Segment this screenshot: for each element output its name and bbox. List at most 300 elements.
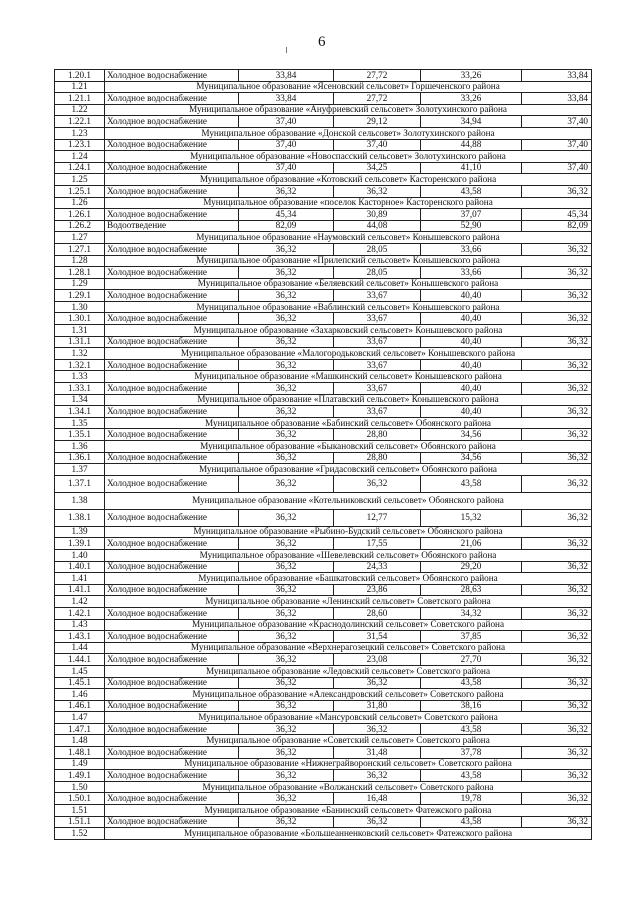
tariff-value: 36,32 bbox=[522, 816, 592, 828]
tariff-value: 17,55 bbox=[334, 538, 421, 550]
tariff-value: 15,32 bbox=[421, 509, 522, 526]
tariff-value: 37,07 bbox=[421, 209, 522, 221]
row-code: 1.48 bbox=[55, 735, 105, 747]
tariff-value: 33,26 bbox=[421, 93, 522, 105]
service-name: Холодное водоснабжение bbox=[105, 209, 239, 221]
row-code: 1.51 bbox=[55, 805, 105, 817]
service-name: Холодное водоснабжение bbox=[105, 406, 239, 418]
row-code: 1.31 bbox=[55, 325, 105, 337]
section-row bbox=[55, 348, 592, 360]
tariff-value: 33,84 bbox=[239, 70, 334, 82]
row-code: 1.37.1 bbox=[55, 475, 105, 492]
row-code: 1.21 bbox=[55, 81, 105, 93]
table-row bbox=[55, 243, 592, 255]
tariff-value: 37,40 bbox=[239, 162, 334, 174]
service-name: Холодное водоснабжение bbox=[105, 509, 239, 526]
municipality-title: Муниципальное образование «Мансуровский сельсовет» Советского района bbox=[105, 712, 592, 724]
tariff-value: 28,80 bbox=[334, 452, 421, 464]
tariff-value: 36,32 bbox=[239, 747, 334, 759]
row-code: 1.49.1 bbox=[55, 770, 105, 782]
service-name: Холодное водоснабжение bbox=[105, 793, 239, 805]
service-name: Холодное водоснабжение bbox=[105, 162, 239, 174]
tariff-value: 33,67 bbox=[334, 406, 421, 418]
tariff-value: 12,77 bbox=[334, 509, 421, 526]
municipality-title: Муниципальное образование «Гридасовский сельсовет» Обоянского района bbox=[105, 464, 592, 476]
section-row bbox=[55, 735, 592, 747]
service-name: Водоотведение bbox=[105, 220, 239, 232]
tariff-value: 36,32 bbox=[522, 723, 592, 735]
tariff-value: 34,56 bbox=[421, 452, 522, 464]
section-row bbox=[55, 642, 592, 654]
row-code: 1.29.1 bbox=[55, 290, 105, 302]
section-row bbox=[55, 174, 592, 186]
section-row bbox=[55, 712, 592, 724]
tariff-value: 36,32 bbox=[334, 677, 421, 689]
section-row bbox=[55, 301, 592, 313]
section-row bbox=[55, 619, 592, 631]
tariff-value: 37,40 bbox=[522, 139, 592, 151]
row-code: 1.45 bbox=[55, 665, 105, 677]
section-row bbox=[55, 828, 592, 840]
tariff-value: 36,32 bbox=[522, 538, 592, 550]
tariff-value: 36,32 bbox=[522, 561, 592, 573]
service-name: Холодное водоснабжение bbox=[105, 139, 239, 151]
tariff-value: 36,32 bbox=[239, 406, 334, 418]
service-name: Холодное водоснабжение bbox=[105, 677, 239, 689]
row-code: 1.42.1 bbox=[55, 607, 105, 619]
tariff-value: 33,26 bbox=[421, 70, 522, 82]
tariff-value: 33,67 bbox=[334, 336, 421, 348]
tariff-value: 36,32 bbox=[334, 723, 421, 735]
row-code: 1.24 bbox=[55, 151, 105, 163]
service-name: Холодное водоснабжение bbox=[105, 429, 239, 441]
tariff-value: 36,32 bbox=[522, 185, 592, 197]
tariff-value: 36,32 bbox=[239, 383, 334, 395]
table-row bbox=[55, 185, 592, 197]
tariff-value: 29,12 bbox=[334, 116, 421, 128]
table-row bbox=[55, 816, 592, 828]
row-code: 1.47.1 bbox=[55, 723, 105, 735]
service-name: Холодное водоснабжение bbox=[105, 116, 239, 128]
tariff-value: 36,32 bbox=[522, 793, 592, 805]
row-code: 1.29 bbox=[55, 278, 105, 290]
tariff-table bbox=[54, 69, 592, 840]
municipality-title: Муниципальное образование «Большеанненковский сельсовет» Фатежского района bbox=[105, 828, 592, 840]
tariff-value: 36,32 bbox=[239, 185, 334, 197]
row-code: 1.33 bbox=[55, 371, 105, 383]
service-name: Холодное водоснабжение bbox=[105, 475, 239, 492]
table-row bbox=[55, 429, 592, 441]
tariff-value: 36,32 bbox=[334, 770, 421, 782]
table-row bbox=[55, 475, 592, 492]
tariff-value: 36,32 bbox=[522, 509, 592, 526]
municipality-title: Муниципальное образование «Банинский сельсовет» Фатежского района bbox=[105, 805, 592, 817]
row-code: 1.36.1 bbox=[55, 452, 105, 464]
tariff-value: 36,32 bbox=[522, 290, 592, 302]
table-row bbox=[55, 93, 592, 105]
section-row bbox=[55, 526, 592, 538]
tariff-value: 45,34 bbox=[522, 209, 592, 221]
row-code: 1.28.1 bbox=[55, 267, 105, 279]
service-name: Холодное водоснабжение bbox=[105, 336, 239, 348]
tariff-value: 31,48 bbox=[334, 747, 421, 759]
tariff-value: 34,25 bbox=[334, 162, 421, 174]
municipality-title: Муниципальное образование «Захарковский сельсовет» Конышевского района bbox=[105, 325, 592, 337]
service-name: Холодное водоснабжение bbox=[105, 584, 239, 596]
tariff-value: 40,40 bbox=[421, 290, 522, 302]
tariff-value: 82,09 bbox=[239, 220, 334, 232]
row-code: 1.41.1 bbox=[55, 584, 105, 596]
row-code: 1.27.1 bbox=[55, 243, 105, 255]
tariff-value: 36,32 bbox=[239, 538, 334, 550]
municipality-title: Муниципальное образование «Советский сельсовет» Советского района bbox=[105, 735, 592, 747]
section-row bbox=[55, 596, 592, 608]
section-row bbox=[55, 151, 592, 163]
municipality-title: Муниципальное образование «Платавский сельсовет» Конышевского района bbox=[105, 394, 592, 406]
row-code: 1.52 bbox=[55, 828, 105, 840]
municipality-title: Муниципальное образование «Малогородьковский сельсовет» Конышевского района bbox=[105, 348, 592, 360]
row-code: 1.49 bbox=[55, 758, 105, 770]
tariff-value: 36,32 bbox=[522, 267, 592, 279]
section-row bbox=[55, 81, 592, 93]
municipality-title: Муниципальное образование «Ледовский сельсовет» Советского района bbox=[105, 665, 592, 677]
service-name: Холодное водоснабжение bbox=[105, 359, 239, 371]
tariff-value: 43,58 bbox=[421, 816, 522, 828]
service-name: Холодное водоснабжение bbox=[105, 290, 239, 302]
row-code: 1.42 bbox=[55, 596, 105, 608]
tariff-value: 33,84 bbox=[522, 93, 592, 105]
section-row bbox=[55, 781, 592, 793]
tariff-value: 23,86 bbox=[334, 584, 421, 596]
section-row bbox=[55, 325, 592, 337]
row-code: 1.21.1 bbox=[55, 93, 105, 105]
tariff-value: 33,66 bbox=[421, 267, 522, 279]
table-row bbox=[55, 359, 592, 371]
table-row bbox=[55, 336, 592, 348]
section-row bbox=[55, 805, 592, 817]
table-row bbox=[55, 723, 592, 735]
row-code: 1.39.1 bbox=[55, 538, 105, 550]
table-row bbox=[55, 139, 592, 151]
tariff-value: 28,63 bbox=[421, 584, 522, 596]
row-code: 1.30.1 bbox=[55, 313, 105, 325]
municipality-title: Муниципальное образование «Донской сельсовет» Золотухинского района bbox=[105, 127, 592, 139]
tariff-value: 36,32 bbox=[239, 793, 334, 805]
tariff-value: 43,58 bbox=[421, 723, 522, 735]
row-code: 1.32.1 bbox=[55, 359, 105, 371]
municipality-title: Муниципальное образование «Рыбино-Будский сельсовет» Обоянского района bbox=[105, 526, 592, 538]
tariff-value: 36,32 bbox=[239, 267, 334, 279]
tariff-value: 31,80 bbox=[334, 700, 421, 712]
municipality-title: Муниципальное образование «Верхнерагозецкий сельсовет» Советского района bbox=[105, 642, 592, 654]
municipality-title: Муниципальное образование «Прилепский сельсовет» Конышевского района bbox=[105, 255, 592, 267]
tariff-value: 36,32 bbox=[522, 383, 592, 395]
tariff-value: 36,32 bbox=[239, 561, 334, 573]
tariff-value: 36,32 bbox=[522, 770, 592, 782]
row-code: 1.33.1 bbox=[55, 383, 105, 395]
tariff-value: 36,32 bbox=[522, 243, 592, 255]
municipality-title: Муниципальное образование «Ваблинский сельсовет» Конышевского района bbox=[105, 301, 592, 313]
table-row bbox=[55, 770, 592, 782]
tariff-value: 36,32 bbox=[239, 429, 334, 441]
tariff-value: 33,67 bbox=[334, 313, 421, 325]
tariff-value: 21,06 bbox=[421, 538, 522, 550]
row-code: 1.48.1 bbox=[55, 747, 105, 759]
tariff-value: 36,32 bbox=[239, 677, 334, 689]
tariff-value: 40,40 bbox=[421, 383, 522, 395]
service-name: Холодное водоснабжение bbox=[105, 770, 239, 782]
page-mark bbox=[286, 47, 287, 53]
tariff-value: 36,32 bbox=[239, 452, 334, 464]
tariff-value: 33,67 bbox=[334, 290, 421, 302]
tariff-value: 36,32 bbox=[239, 584, 334, 596]
section-row bbox=[55, 197, 592, 209]
tariff-value: 28,05 bbox=[334, 243, 421, 255]
tariff-value: 37,40 bbox=[522, 162, 592, 174]
tariff-value: 37,40 bbox=[239, 139, 334, 151]
table-row bbox=[55, 631, 592, 643]
section-row bbox=[55, 665, 592, 677]
tariff-value: 36,32 bbox=[522, 584, 592, 596]
tariff-value: 33,84 bbox=[522, 70, 592, 82]
section-row bbox=[55, 441, 592, 453]
tariff-value: 37,40 bbox=[334, 139, 421, 151]
table-row bbox=[55, 538, 592, 550]
municipality-title: Муниципальное образование «Котельниковский сельсовет» Обоянского района bbox=[105, 492, 592, 509]
row-code: 1.44.1 bbox=[55, 654, 105, 666]
tariff-value: 28,60 bbox=[334, 607, 421, 619]
tariff-value: 36,32 bbox=[239, 607, 334, 619]
row-code: 1.26 bbox=[55, 197, 105, 209]
row-code: 1.45.1 bbox=[55, 677, 105, 689]
row-code: 1.46.1 bbox=[55, 700, 105, 712]
tariff-value: 36,32 bbox=[334, 816, 421, 828]
table-row bbox=[55, 654, 592, 666]
tariff-table-body bbox=[55, 70, 592, 840]
tariff-value: 33,84 bbox=[239, 93, 334, 105]
section-row bbox=[55, 255, 592, 267]
section-row bbox=[55, 758, 592, 770]
tariff-value: 36,32 bbox=[522, 700, 592, 712]
row-code: 1.35 bbox=[55, 417, 105, 429]
row-code: 1.40.1 bbox=[55, 561, 105, 573]
service-name: Холодное водоснабжение bbox=[105, 538, 239, 550]
section-row bbox=[55, 417, 592, 429]
row-code: 1.50.1 bbox=[55, 793, 105, 805]
section-row bbox=[55, 127, 592, 139]
table-row bbox=[55, 747, 592, 759]
row-code: 1.46 bbox=[55, 689, 105, 701]
tariff-value: 36,32 bbox=[522, 359, 592, 371]
tariff-value: 36,32 bbox=[239, 631, 334, 643]
municipality-title: Муниципальное образование «Котовский сельсовет» Касторенского района bbox=[105, 174, 592, 186]
municipality-title: Муниципальное образование «Новоспасский сельсовет» Золотухинского района bbox=[105, 151, 592, 163]
tariff-value: 36,32 bbox=[239, 475, 334, 492]
tariff-value: 33,67 bbox=[334, 383, 421, 395]
service-name: Холодное водоснабжение bbox=[105, 747, 239, 759]
row-code: 1.20.1 bbox=[55, 70, 105, 82]
service-name: Холодное водоснабжение bbox=[105, 93, 239, 105]
tariff-value: 40,40 bbox=[421, 336, 522, 348]
tariff-value: 19,78 bbox=[421, 793, 522, 805]
municipality-title: Муниципальное образование «Наумовский сельсовет» Конышевского района bbox=[105, 232, 592, 244]
tariff-value: 36,32 bbox=[522, 654, 592, 666]
section-row bbox=[55, 549, 592, 561]
tariff-value: 36,32 bbox=[239, 359, 334, 371]
tariff-value: 43,58 bbox=[421, 185, 522, 197]
row-code: 1.36 bbox=[55, 441, 105, 453]
section-row bbox=[55, 394, 592, 406]
tariff-value: 27,72 bbox=[334, 93, 421, 105]
tariff-value: 36,32 bbox=[239, 243, 334, 255]
tariff-value: 82,09 bbox=[522, 220, 592, 232]
tariff-value: 43,58 bbox=[421, 770, 522, 782]
tariff-value: 36,32 bbox=[334, 475, 421, 492]
section-row bbox=[55, 371, 592, 383]
tariff-value: 36,32 bbox=[522, 677, 592, 689]
row-code: 1.23.1 bbox=[55, 139, 105, 151]
municipality-title: Муниципальное образование «Ясеновский сельсовет» Горшеченского района bbox=[105, 81, 592, 93]
row-code: 1.37 bbox=[55, 464, 105, 476]
tariff-value: 36,32 bbox=[522, 475, 592, 492]
section-row bbox=[55, 464, 592, 476]
row-code: 1.41 bbox=[55, 573, 105, 585]
service-name: Холодное водоснабжение bbox=[105, 185, 239, 197]
table-row bbox=[55, 290, 592, 302]
service-name: Холодное водоснабжение bbox=[105, 243, 239, 255]
table-row bbox=[55, 561, 592, 573]
row-code: 1.31.1 bbox=[55, 336, 105, 348]
table-row bbox=[55, 700, 592, 712]
municipality-title: Муниципальное образование «Беляевский сельсовет» Конышевского района bbox=[105, 278, 592, 290]
row-code: 1.40 bbox=[55, 549, 105, 561]
row-code: 1.51.1 bbox=[55, 816, 105, 828]
row-code: 1.28 bbox=[55, 255, 105, 267]
section-row bbox=[55, 278, 592, 290]
tariff-value: 36,32 bbox=[239, 654, 334, 666]
tariff-value: 34,32 bbox=[421, 607, 522, 619]
tariff-value: 36,32 bbox=[522, 406, 592, 418]
table-row bbox=[55, 406, 592, 418]
tariff-value: 34,56 bbox=[421, 429, 522, 441]
table-row bbox=[55, 677, 592, 689]
municipality-title: Муниципальное образование «поселок Касторное» Касторенского района bbox=[105, 197, 592, 209]
tariff-value: 37,85 bbox=[421, 631, 522, 643]
row-code: 1.43 bbox=[55, 619, 105, 631]
tariff-value: 27,72 bbox=[334, 70, 421, 82]
table-row bbox=[55, 220, 592, 232]
municipality-title: Муниципальное образование «Ленинский сельсовет» Советского района bbox=[105, 596, 592, 608]
row-code: 1.38.1 bbox=[55, 509, 105, 526]
tariff-value: 36,32 bbox=[522, 631, 592, 643]
section-row bbox=[55, 232, 592, 244]
row-code: 1.25.1 bbox=[55, 185, 105, 197]
table-row bbox=[55, 452, 592, 464]
row-code: 1.26.2 bbox=[55, 220, 105, 232]
tariff-value: 36,32 bbox=[334, 185, 421, 197]
tariff-value: 30,89 bbox=[334, 209, 421, 221]
row-code: 1.24.1 bbox=[55, 162, 105, 174]
tariff-value: 52,90 bbox=[421, 220, 522, 232]
section-row bbox=[55, 492, 592, 509]
tariff-value: 36,32 bbox=[239, 290, 334, 302]
row-code: 1.32 bbox=[55, 348, 105, 360]
table-row bbox=[55, 116, 592, 128]
tariff-value: 31,54 bbox=[334, 631, 421, 643]
tariff-value: 44,08 bbox=[334, 220, 421, 232]
tariff-value: 33,67 bbox=[334, 359, 421, 371]
municipality-title: Муниципальное образование «Нижнеграйворонский сельсовет» Советского района bbox=[105, 758, 592, 770]
tariff-value: 36,32 bbox=[522, 747, 592, 759]
municipality-title: Муниципальное образование «Краснодолинский сельсовет» Советского района bbox=[105, 619, 592, 631]
tariff-value: 34,94 bbox=[421, 116, 522, 128]
table-row bbox=[55, 70, 592, 82]
table-row bbox=[55, 209, 592, 221]
tariff-value: 28,05 bbox=[334, 267, 421, 279]
service-name: Холодное водоснабжение bbox=[105, 607, 239, 619]
row-code: 1.34.1 bbox=[55, 406, 105, 418]
municipality-title: Муниципальное образование «Волжанский сельсовет» Советского района bbox=[105, 781, 592, 793]
municipality-title: Муниципальное образование «Шевелевский сельсовет» Обоянского района bbox=[105, 549, 592, 561]
service-name: Холодное водоснабжение bbox=[105, 70, 239, 82]
tariff-value: 27,70 bbox=[421, 654, 522, 666]
row-code: 1.27 bbox=[55, 232, 105, 244]
row-code: 1.22 bbox=[55, 104, 105, 116]
service-name: Холодное водоснабжение bbox=[105, 723, 239, 735]
tariff-value: 36,32 bbox=[522, 607, 592, 619]
tariff-value: 33,66 bbox=[421, 243, 522, 255]
service-name: Холодное водоснабжение bbox=[105, 561, 239, 573]
tariff-value: 43,58 bbox=[421, 475, 522, 492]
tariff-value: 36,32 bbox=[522, 429, 592, 441]
row-code: 1.43.1 bbox=[55, 631, 105, 643]
tariff-value: 41,10 bbox=[421, 162, 522, 174]
tariff-value: 16,48 bbox=[334, 793, 421, 805]
row-code: 1.22.1 bbox=[55, 116, 105, 128]
row-code: 1.39 bbox=[55, 526, 105, 538]
tariff-value: 36,32 bbox=[239, 723, 334, 735]
tariff-value: 36,32 bbox=[239, 816, 334, 828]
row-code: 1.38 bbox=[55, 492, 105, 509]
tariff-value: 24,33 bbox=[334, 561, 421, 573]
row-code: 1.34 bbox=[55, 394, 105, 406]
tariff-value: 40,40 bbox=[421, 313, 522, 325]
table-row bbox=[55, 584, 592, 596]
municipality-title: Муниципальное образование «Ануфриевский сельсовет» Золотухинского района bbox=[105, 104, 592, 116]
service-name: Холодное водоснабжение bbox=[105, 654, 239, 666]
row-code: 1.30 bbox=[55, 301, 105, 313]
table-row bbox=[55, 607, 592, 619]
tariff-value: 29,20 bbox=[421, 561, 522, 573]
tariff-value: 37,40 bbox=[239, 116, 334, 128]
municipality-title: Муниципальное образование «Бабинский сельсовет» Обоянского района bbox=[105, 417, 592, 429]
tariff-value: 36,32 bbox=[239, 313, 334, 325]
tariff-value: 36,32 bbox=[239, 336, 334, 348]
tariff-value: 40,40 bbox=[421, 359, 522, 371]
tariff-value: 37,78 bbox=[421, 747, 522, 759]
tariff-value: 36,32 bbox=[239, 700, 334, 712]
tariff-value: 38,16 bbox=[421, 700, 522, 712]
tariff-value: 36,32 bbox=[239, 770, 334, 782]
tariff-value: 36,32 bbox=[522, 336, 592, 348]
tariff-value: 45,34 bbox=[239, 209, 334, 221]
row-code: 1.35.1 bbox=[55, 429, 105, 441]
table-row bbox=[55, 383, 592, 395]
service-name: Холодное водоснабжение bbox=[105, 700, 239, 712]
tariff-value: 44,88 bbox=[421, 139, 522, 151]
municipality-title: Муниципальное образование «Башкатовский сельсовет» Обоянского района bbox=[105, 573, 592, 585]
service-name: Холодное водоснабжение bbox=[105, 383, 239, 395]
